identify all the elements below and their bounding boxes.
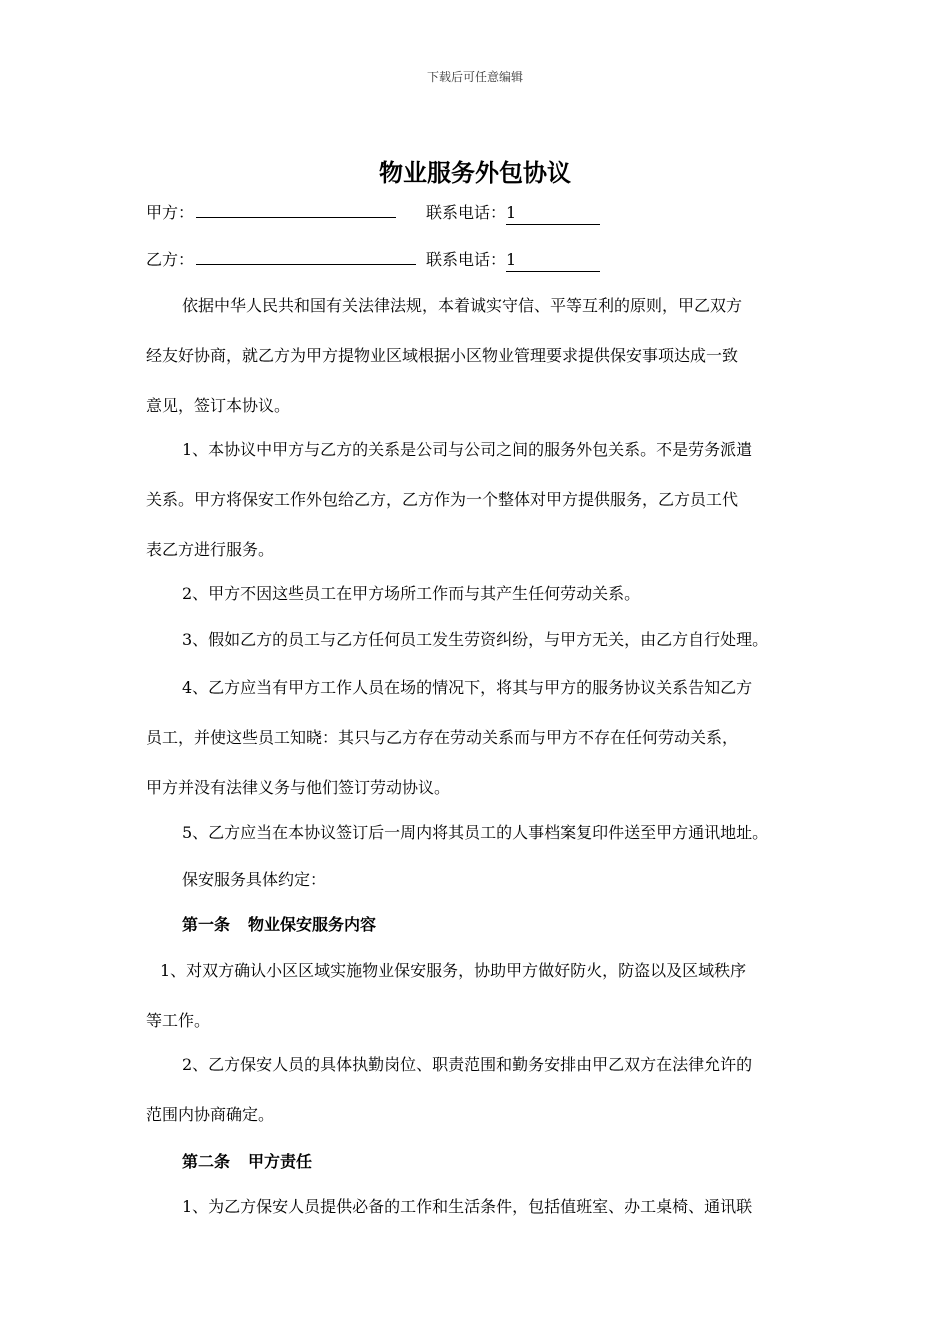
article-2-heading: [182, 1151, 312, 1173]
body-line: 范围内协商确定。: [146, 1105, 275, 1124]
party-b-label: 乙方：: [146, 250, 195, 269]
body-line: 表乙方进行服务。: [146, 540, 275, 559]
party-b-phone-value: 1: [506, 250, 517, 269]
body-line: 4、乙方应当有甲方工作人员在场的情况下，将其与甲方的服务协议关系告知乙方: [182, 678, 753, 697]
body-line: 经友好协商，就乙方为甲方提物业区域根据小区物业管理要求提供保安事项达成一致: [146, 346, 739, 365]
party-b-phone-label: 联系电话：: [426, 250, 507, 269]
body-line: 依据中华人民共和国有关法律法规，本着诚实守信、平等互利的原则，甲乙双方: [182, 296, 743, 315]
party-a-phone-label: 联系电话：: [426, 203, 507, 222]
article-2-number: 第二条: [182, 1152, 231, 1171]
body-line: 等工作。: [146, 1011, 211, 1030]
article-1-heading: [182, 914, 376, 936]
party-a-name-blank[interactable]: [196, 201, 396, 218]
article-1-number: 第一条: [182, 915, 231, 934]
body-line: 保安服务具体约定：: [182, 870, 327, 889]
body-line: 关系。甲方将保安工作外包给乙方，乙方作为一个整体对甲方提供服务，乙方员工代: [146, 490, 739, 509]
body-line: 1、本协议中甲方与乙方的关系是公司与公司之间的服务外包关系。不是劳务派遣: [182, 440, 753, 459]
body-line: 员工，并使这些员工知晓：其只与乙方存在劳动关系而与甲方不存在任何劳动关系，: [146, 728, 739, 747]
body-line: 3、假如乙方的员工与乙方任何员工发生劳资纠纷，与甲方无关，由乙方自行处理。: [182, 630, 769, 649]
party-b-phone-blank[interactable]: [506, 249, 600, 272]
party-b-row: [146, 248, 600, 272]
party-b-name-blank[interactable]: [196, 248, 416, 265]
document-title: 物业服务外包协议: [379, 159, 571, 187]
party-a-phone-value: 1: [506, 203, 517, 222]
header-note: 下载后可任意编辑: [426, 70, 523, 84]
body-line: 1、对双方确认小区区域实施物业保安服务，协助甲方做好防火，防盗以及区域秩序: [160, 961, 747, 980]
article-2-title: 甲方责任: [248, 1152, 313, 1171]
party-a-label: 甲方：: [146, 203, 195, 222]
body-line: 甲方并没有法律义务与他们签订劳动协议。: [146, 778, 451, 797]
article-1-title: 物业保安服务内容: [248, 915, 377, 934]
body-line: 2、甲方不因这些员工在甲方场所工作而与其产生任何劳动关系。: [182, 584, 641, 603]
body-line: 5、乙方应当在本协议签订后一周内将其员工的人事档案复印件送至甲方通讯地址。: [182, 823, 769, 842]
body-line: 1、为乙方保安人员提供必备的工作和生活条件，包括值班室、办工桌椅、通讯联: [182, 1197, 753, 1216]
body-line: 2、乙方保安人员的具体执勤岗位、职责范围和勤务安排由甲乙双方在法律允许的: [182, 1055, 753, 1074]
party-a-phone-blank[interactable]: [506, 202, 600, 225]
party-a-row: [146, 201, 600, 225]
body-line: 意见，签订本协议。: [146, 396, 291, 415]
